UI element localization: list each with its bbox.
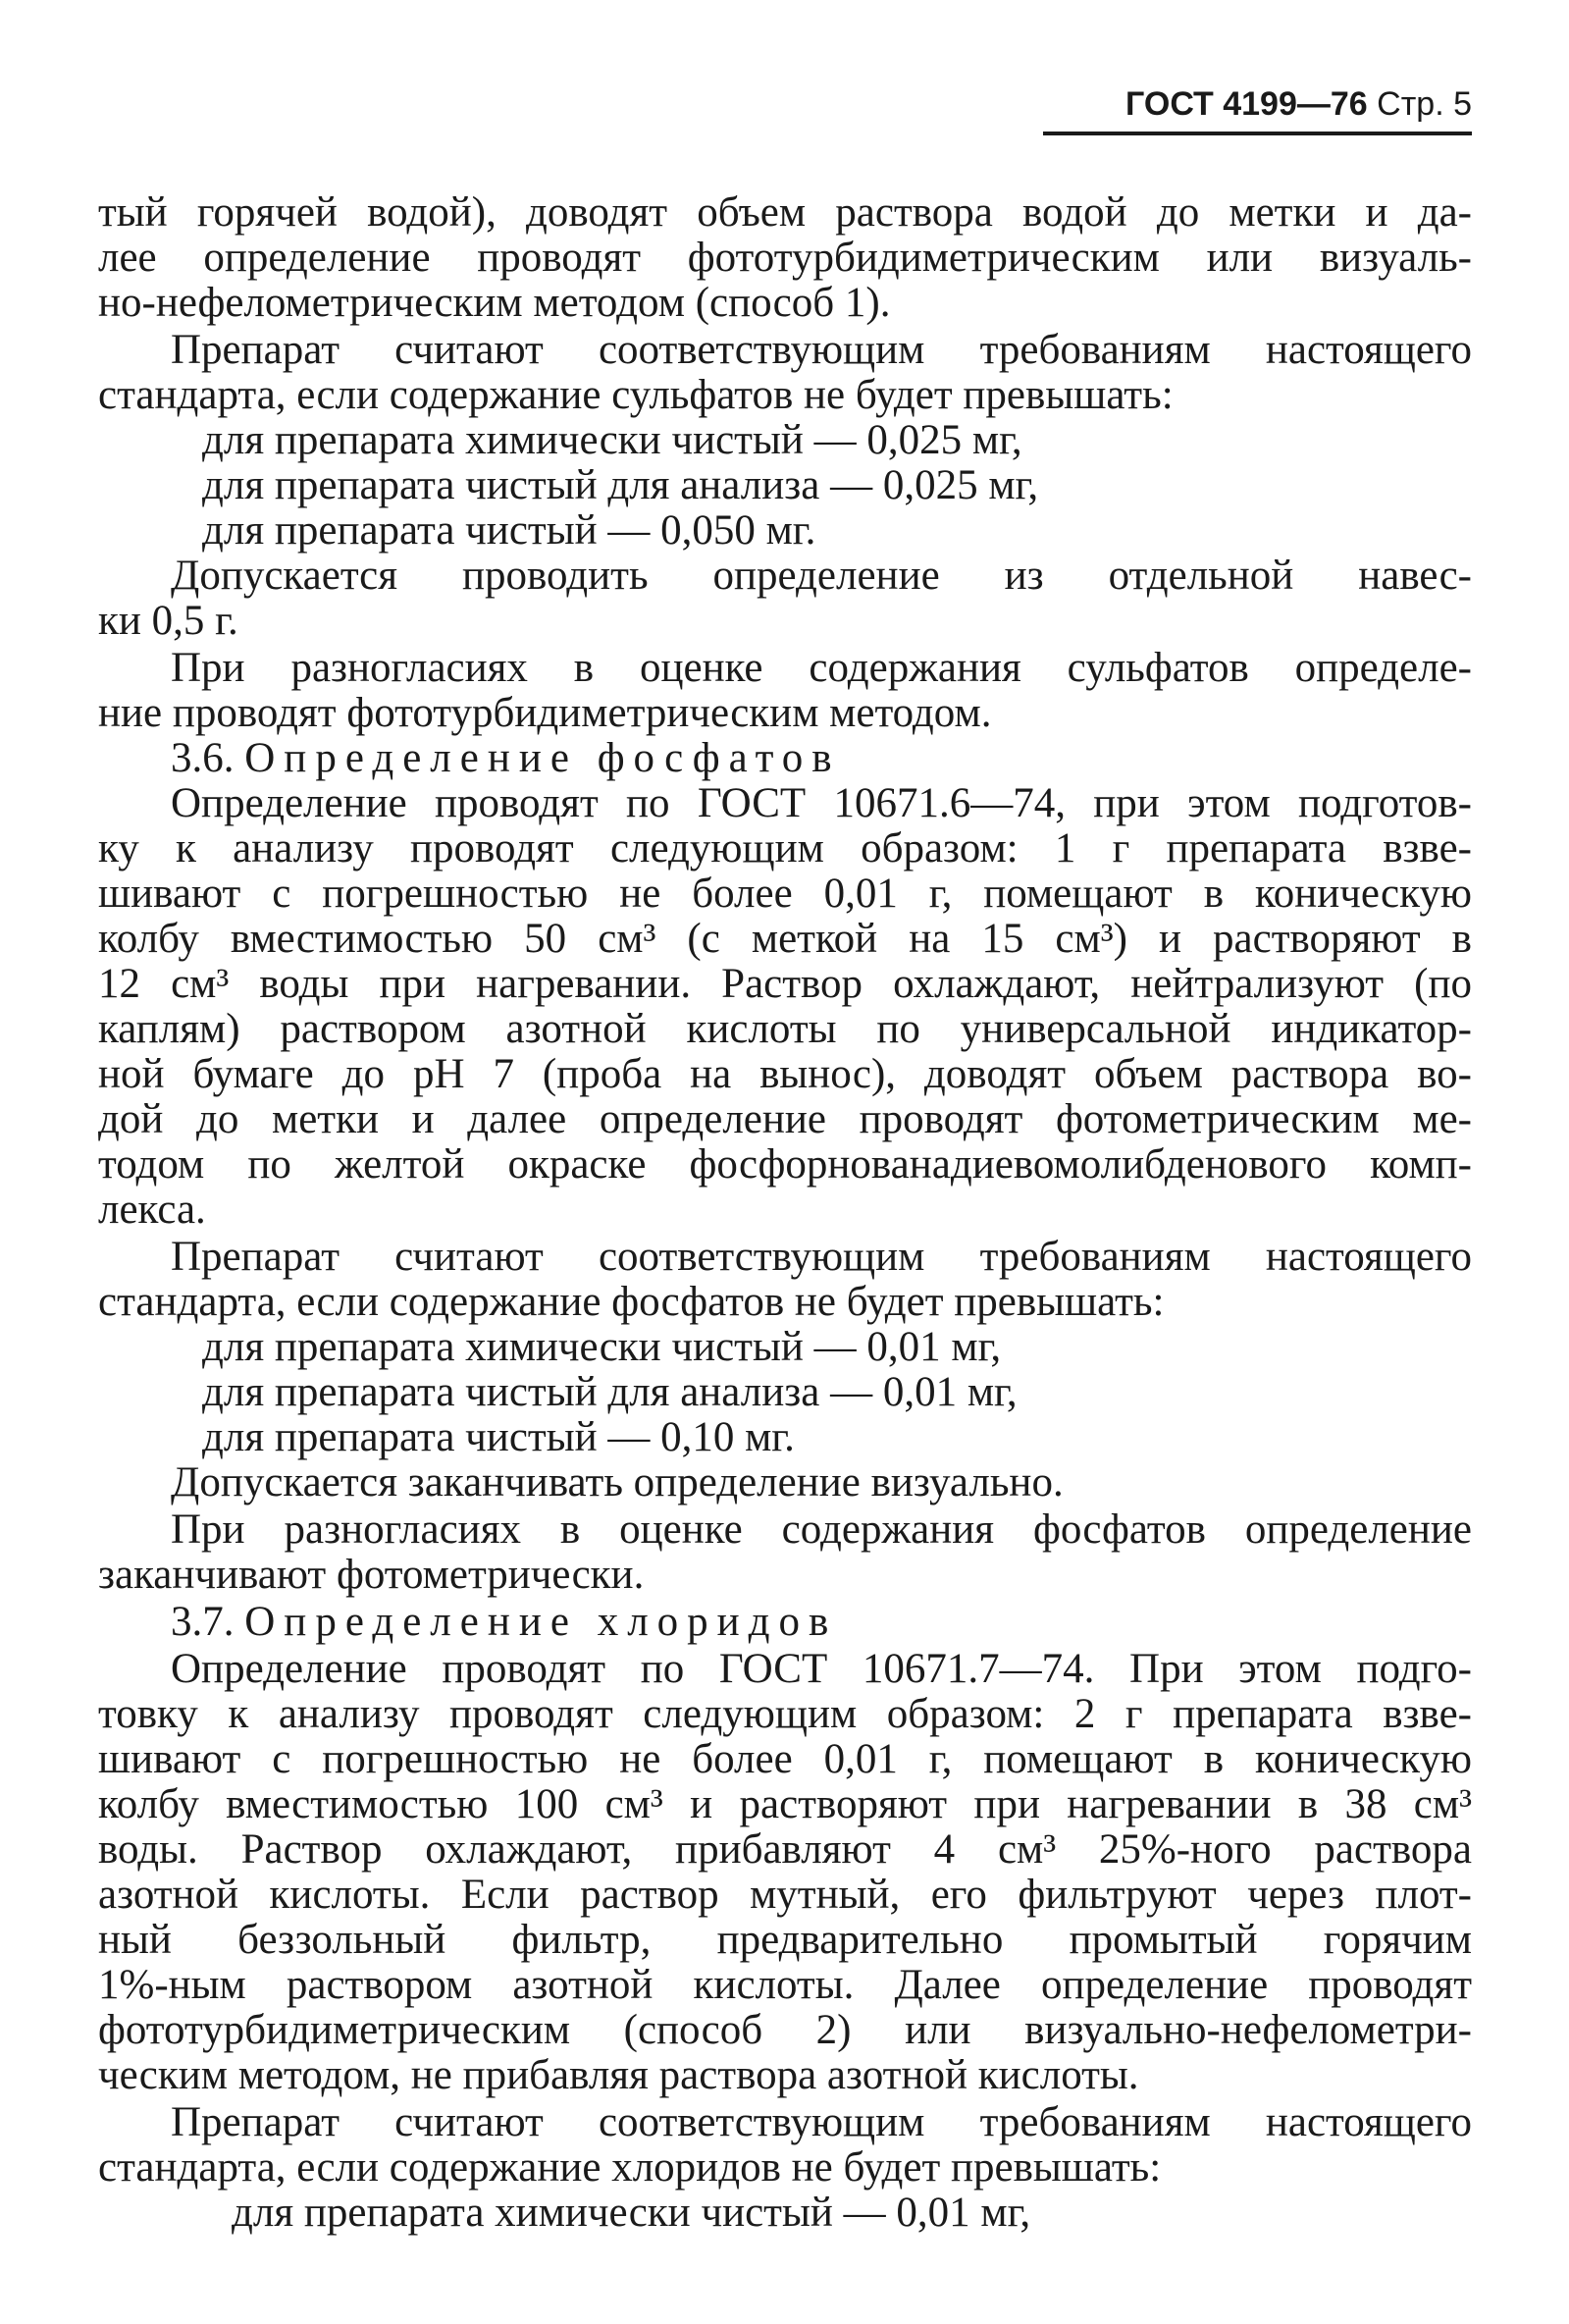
text-line: ной бумаге до pH 7 (проба на вынос), доводят объем раствора во- <box>98 1051 1472 1097</box>
text-line: колбу вместимостью 100 см³ и растворяют при нагревании в 38 см³ <box>98 1781 1472 1827</box>
text-line: дой до метки и далее определение проводят фотометрическим ме- <box>98 1096 1472 1142</box>
section-heading-3-6 <box>98 736 1472 781</box>
text-line: шивают с погрешностью не более 0,01 г, помещают в коническую <box>98 1736 1472 1782</box>
standard-number: ГОСТ 4199—76 <box>1125 85 1368 123</box>
page-number: Стр. 5 <box>1377 85 1472 123</box>
text-line: При разногласиях в оценке содержания фосфатов определение <box>171 1506 1472 1553</box>
list-item: для препарата чистый для анализа — 0,025 мг, <box>202 462 1039 508</box>
paragraph-separate-sample <box>98 554 1472 644</box>
text-line: колбу вместимостью 50 см³ (с меткой на 15 см³) и растворяют в <box>98 916 1472 962</box>
paragraph-chloride-requirement <box>98 2100 1472 2191</box>
text-line: ческим методом, не прибавляя раствора азотной кислоты. <box>98 2052 1139 2098</box>
header-rule <box>1043 132 1472 135</box>
paragraph-continuation <box>98 190 1472 326</box>
text-line: шивают с погрешностью не более 0,01 г, помещают в коническую <box>98 871 1472 917</box>
text-line: Допускается проводить определение из отдельной навес- <box>171 553 1472 599</box>
paragraph-phosphate-method <box>98 781 1472 1233</box>
list-item: для препарата химически чистый — 0,01 мг, <box>232 2190 1031 2236</box>
text-line: стандарта, если содержание фосфатов не будет превышать: <box>98 1279 1165 1325</box>
page-header <box>1040 84 1472 124</box>
paragraph-chloride-method <box>98 1647 1472 2098</box>
text-line: лее определение проводят фототурбидиметрическим или визуаль- <box>98 235 1472 281</box>
list-phosphate-limits <box>98 1325 1472 1460</box>
paragraph-sulfate-requirement <box>98 328 1472 418</box>
section-title: Определение фосфатов <box>244 735 841 781</box>
section-title: Определение хлоридов <box>244 1599 838 1645</box>
text-line: воды. Раствор охлаждают, прибавляют 4 см³ 25%-ного раствора <box>98 1826 1472 1873</box>
text-line: 1%-ным раствором азотной кислоты. Далее определение проводят <box>98 1962 1472 2008</box>
list-sulfate-limits <box>98 418 1472 554</box>
text-line: Препарат считают соответствующим требованиям настоящего <box>171 1234 1472 1280</box>
text-line: фототурбидиметрическим (способ 2) или визуально-нефелометри- <box>98 2007 1472 2053</box>
list-item: для препарата чистый — 0,050 мг. <box>202 507 816 554</box>
section-heading-3-7 <box>98 1600 1472 1645</box>
text-line: товку к анализу проводят следующим образом: 2 г препарата взве- <box>98 1691 1472 1737</box>
text-line: стандарта, если содержание хлоридов не будет превышать: <box>98 2144 1162 2191</box>
text-line: тодом по желтой окраске фосфорнованадиевомолибденового комп- <box>98 1141 1472 1188</box>
list-item: для препарата химически чистый — 0,025 мг, <box>202 417 1022 463</box>
list-item: для препарата химически чистый — 0,01 мг, <box>202 1324 1002 1370</box>
section-number: 3.7. <box>171 1599 235 1645</box>
text-line: стандарта, если содержание сульфатов не будет превышать: <box>98 372 1174 418</box>
list-chloride-limits <box>98 2191 1472 2236</box>
text-line: При разногласиях в оценке содержания сульфатов определе- <box>171 645 1472 691</box>
text-line: 12 см³ воды при нагревании. Раствор охлаждают, нейтрализуют (по <box>98 961 1472 1007</box>
text-line: тый горячей водой), доводят объем раствора водой до метки и да- <box>98 189 1472 236</box>
paragraph-phosphate-disagreement <box>98 1507 1472 1598</box>
text-line: ки 0,5 г. <box>98 598 238 644</box>
text-line: каплям) раствором азотной кислоты по универсальной индикатор- <box>98 1006 1472 1052</box>
text-line: Препарат считают соответствующим требованиям настоящего <box>171 327 1472 373</box>
text-line: но-нефелометрическим методом (способ 1). <box>98 280 891 326</box>
text-line: заканчивают фотометрически. <box>98 1552 645 1598</box>
section-heading <box>98 736 1472 781</box>
section-heading <box>98 1600 1472 1645</box>
text-line: азотной кислоты. Если раствор мутный, его фильтруют через плот- <box>98 1872 1472 1918</box>
list-item: для препарата чистый для анализа — 0,01 мг, <box>202 1369 1018 1415</box>
text-line: Определение проводят по ГОСТ 10671.6—74, при этом подготов- <box>171 780 1472 826</box>
paragraph-sulfate-disagreement <box>98 646 1472 736</box>
text-line: ние проводят фототурбидиметрическим методом. <box>98 690 992 736</box>
text-line: Препарат считают соответствующим требованиям настоящего <box>171 2099 1472 2145</box>
text-line: ку к анализу проводят следующим образом: 1 г препарата взве- <box>98 825 1472 872</box>
section-number: 3.6. <box>171 735 235 781</box>
text-line: Определение проводят по ГОСТ 10671.7—74. При этом подго- <box>171 1646 1472 1692</box>
text-line: ный беззольный фильтр, предварительно промытый горячим <box>98 1917 1472 1963</box>
text-line: лекса. <box>98 1187 206 1233</box>
paragraph-phosphate-requirement <box>98 1235 1472 1325</box>
text-line: Допускается заканчивать определение визуально. <box>171 1459 1064 1505</box>
list-item: для препарата чистый — 0,10 мг. <box>202 1414 795 1460</box>
paragraph-visual-finish <box>98 1460 1472 1505</box>
document-body <box>98 190 1472 2236</box>
